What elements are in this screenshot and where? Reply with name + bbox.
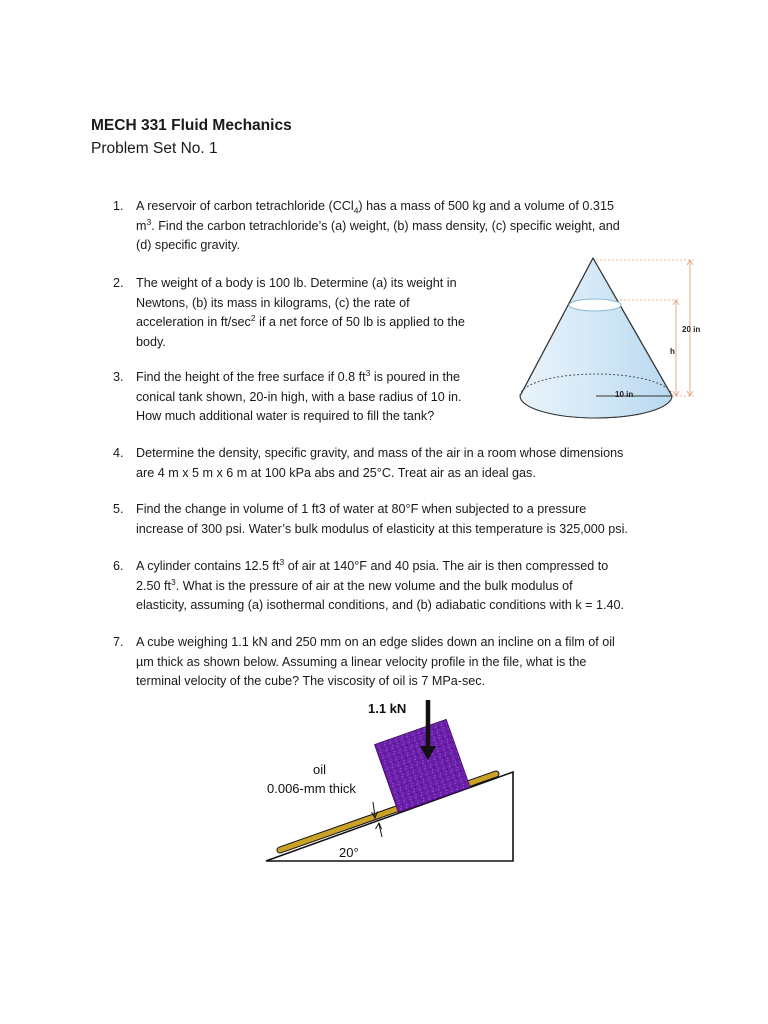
problem-line: (d) specific gravity. [136,238,241,252]
problem-number: 7. [113,635,124,649]
problem-line: increase of 300 psi. Water’s bulk modulus of elasticity at this temperature is 325,000 psi. [136,521,628,536]
problem-line: conical tank shown, 20-in high, with a base radius of 10 in. [136,389,462,404]
incline-figure [260,690,522,866]
problem-line: are 4 m x 5 m x 6 m at 100 kPa abs and 25°C. Treat air as an ideal gas. [136,465,536,480]
incline-diagram [260,690,522,866]
problem-text [136,444,623,483]
force-label: 1.1 kN [368,701,407,716]
problem-number: 5. [113,502,124,516]
problem-text [136,274,465,352]
problem-line: Determine the density, specific gravity, and mass of the air in a room whose dimensions [136,446,624,460]
problem-line: µm thick as shown below. Assuming a linear velocity profile in the file, what is the [136,654,587,669]
angle-label: 20° [339,845,359,860]
problem-number: 1. [113,199,124,213]
oil-thickness-label: 0.006-mm thick [267,781,356,796]
problem-text [136,197,620,256]
free-surface [569,299,621,311]
problem-number: 3. [113,370,124,384]
problem-text [136,557,624,616]
cone-h-label: h [670,347,675,356]
course-title: MECH 331 Fluid Mechanics [91,117,292,134]
problem-line: How much additional water is required to fill the tank? [136,409,435,423]
problem-line: A cylinder contains 12.5 $ft^3$ of air at 140°F and 40 psia. The air is then compressed to [136,556,609,573]
problem-line: elasticity, assuming (a) isothermal conditions, and (b) adiabatic conditions with k = 1.40. [136,598,625,612]
problem-line: 2.50 $ft^3$. What is the pressure of air at the new volume and the bulk modulus of [136,576,573,593]
problem-line: The weight of a body is 100 lb. Determine (a) its weight in [136,276,457,290]
problem-text [136,633,615,692]
problem-number: 4. [113,446,124,460]
problem-line: Find the height of the free surface if 0.8 $ft^3$ is poured in the [136,367,460,384]
problem-number: 6. [113,559,124,573]
problem-text [136,368,462,427]
cone-height-label: 20 in [682,325,701,334]
oil-label: oil [313,762,327,777]
problem-line: $m^3$. Find the carbon tetrachloride’s (a) weight, (b) mass density, (c) specific weight, and [136,216,620,233]
problem-line: A reservoir of carbon tetrachloride (CCl$_4$) has a mass of 500 kg and a volume of 0.315 [136,199,614,216]
problem-text [136,500,628,539]
cone-tank-figure [512,252,708,424]
cone-body [520,258,672,418]
cone-tank-diagram [512,252,708,424]
problem-line: Newtons, (b) its mass in kilograms, (c) the rate of [136,295,410,310]
problem-line: acceleration in $ft/\sec^2$ if a net force of 50 lb is applied to the [136,312,465,329]
problem-line: Find the change in volume of 1 ft3 of water at 80°F when subjected to a pressure [136,502,587,516]
problem-number: 2. [113,276,124,290]
problem-line: body. [136,334,166,349]
cone-radius-label: 10 in [615,390,634,399]
problem-set-title: Problem Set No. 1 [91,140,218,157]
problem-line: terminal velocity of the cube? The viscosity of oil is 7 MPa-sec. [136,674,486,688]
problem-line: A cube weighing 1.1 kN and 250 mm on an edge slides down an incline on a film of oil [136,635,615,649]
